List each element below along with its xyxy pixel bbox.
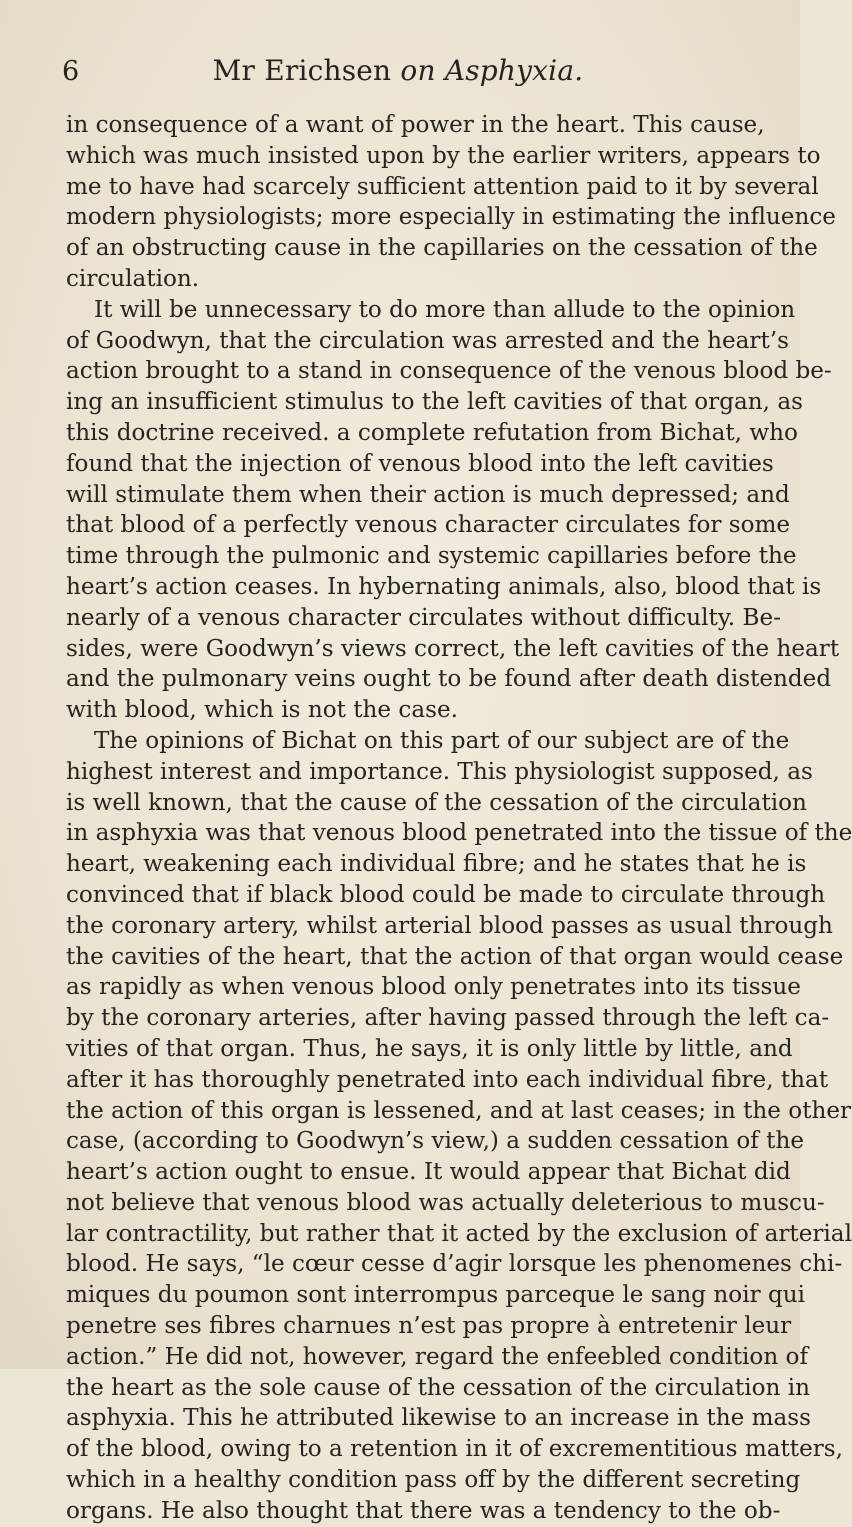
- text-line: vities of that organ. Thus, he says, it is only little by little, and: [66, 1035, 793, 1062]
- running-head-subject: Asphyxia.: [444, 54, 584, 87]
- text-line: found that the injection of venous blood into the left cavities: [66, 450, 774, 477]
- text-line: that blood of a perfectly venous character circulates for some: [66, 512, 791, 539]
- text-line: after it has thoroughly penetrated into each individual fibre, that: [66, 1066, 829, 1093]
- text-line: blood. He says, “le cœur cesse d’agir lorsque les phenomenes chi-: [66, 1251, 843, 1278]
- text-line: by the coronary arteries, after having passed through the left ca-: [66, 1005, 830, 1032]
- text-line: time through the pulmonic and systemic capillaries before the: [66, 543, 797, 570]
- text-line: which in a healthy condition pass off by the different secreting: [66, 1467, 801, 1494]
- text-line: penetre ses fibres charnues n’est pas propre à entretenir leur: [66, 1313, 792, 1340]
- text-line: of an obstructing cause in the capillaries on the cessation of the: [66, 235, 818, 262]
- text-line: as rapidly as when venous blood only penetrates into its tissue: [66, 974, 801, 1001]
- text-line: case, (according to Goodwyn’s view,) a sudden cessation of the: [66, 1128, 805, 1155]
- text-line: ing an insufficient stimulus to the left cavities of that organ, as: [66, 389, 803, 416]
- text-line: and the pulmonary veins ought to be found after death distended: [66, 666, 832, 693]
- text-line: will stimulate them when their action is much depressed; and: [66, 481, 790, 508]
- text-line: miques du poumon sont interrompus parceque le sang noir qui: [66, 1282, 806, 1309]
- text-line: nearly of a venous character circulates without difficulty. Be-: [66, 604, 781, 631]
- text-line: which was much insisted upon by the earlier writers, appears to: [66, 142, 821, 169]
- text-line: heart’s action ought to ensue. It would appear that Bichat did: [66, 1159, 791, 1186]
- text-line: action.” He did not, however, regard the enfeebled condition of: [66, 1343, 808, 1370]
- running-head-connector: on: [400, 54, 436, 87]
- running-head: [36, 54, 760, 87]
- page-header: [36, 52, 760, 96]
- text-line: sides, were Goodwyn’s views correct, the left cavities of the heart: [66, 635, 840, 662]
- page-number: 6: [62, 56, 80, 87]
- text-line: not believe that venous blood was actually deleterious to muscu-: [66, 1189, 825, 1216]
- paragraph-start-line: The opinions of Bichat on this part of our subject are of the: [94, 727, 790, 754]
- text-line: highest interest and importance. This physiologist supposed, as: [66, 758, 813, 785]
- text-line: the action of this organ is lessened, and at last ceases; in the other: [66, 1097, 852, 1124]
- paragraph-end-line: circulation.: [66, 265, 200, 292]
- text-line: me to have had scarcely sufficient attention paid to it by several: [66, 173, 819, 200]
- text-line: lar contractility, but rather that it acted by the exclusion of arterial: [66, 1220, 852, 1247]
- paragraph-start-line: It will be unnecessary to do more than allude to the opinion: [94, 296, 796, 323]
- text-line: convinced that if black blood could be made to circulate through: [66, 881, 826, 908]
- text-line: is well known, that the cause of the cessation of the circulation: [66, 789, 807, 816]
- text-line: asphyxia. This he attributed likewise to an increase in the mass: [66, 1405, 812, 1432]
- running-head-author: Mr Erichsen: [212, 54, 392, 87]
- text-line: modern physiologists; more especially in estimating the influence: [66, 204, 836, 231]
- text-line: of the blood, owing to a retention in it of excrementitious matters,: [66, 1436, 843, 1463]
- body-text: [66, 110, 852, 1527]
- text-line: in consequence of a want of power in the heart. This cause,: [66, 112, 765, 138]
- text-line: the heart as the sole cause of the cessation of the circulation in: [66, 1374, 810, 1401]
- text-line: heart’s action ceases. In hybernating animals, also, blood that is: [66, 573, 822, 600]
- text-line: in asphyxia was that venous blood penetrated into the tissue of the: [66, 820, 852, 847]
- text-line: action brought to a stand in consequence of the venous blood be-: [66, 358, 832, 385]
- text-line: organs. He also thought that there was a tendency to the ob-: [66, 1497, 781, 1524]
- text-line: the coronary artery, whilst arterial blood passes as usual through: [66, 912, 833, 939]
- text-line: of Goodwyn, that the circulation was arrested and the heart’s: [66, 327, 789, 354]
- text-line: the cavities of the heart, that the action of that organ would cease: [66, 943, 844, 970]
- text-line: this doctrine received. a complete refutation from Bichat, who: [66, 419, 798, 446]
- paragraph-end-line: with blood, which is not the case.: [66, 697, 458, 724]
- text-line: heart, weakening each individual fibre; and he states that he is: [66, 851, 807, 878]
